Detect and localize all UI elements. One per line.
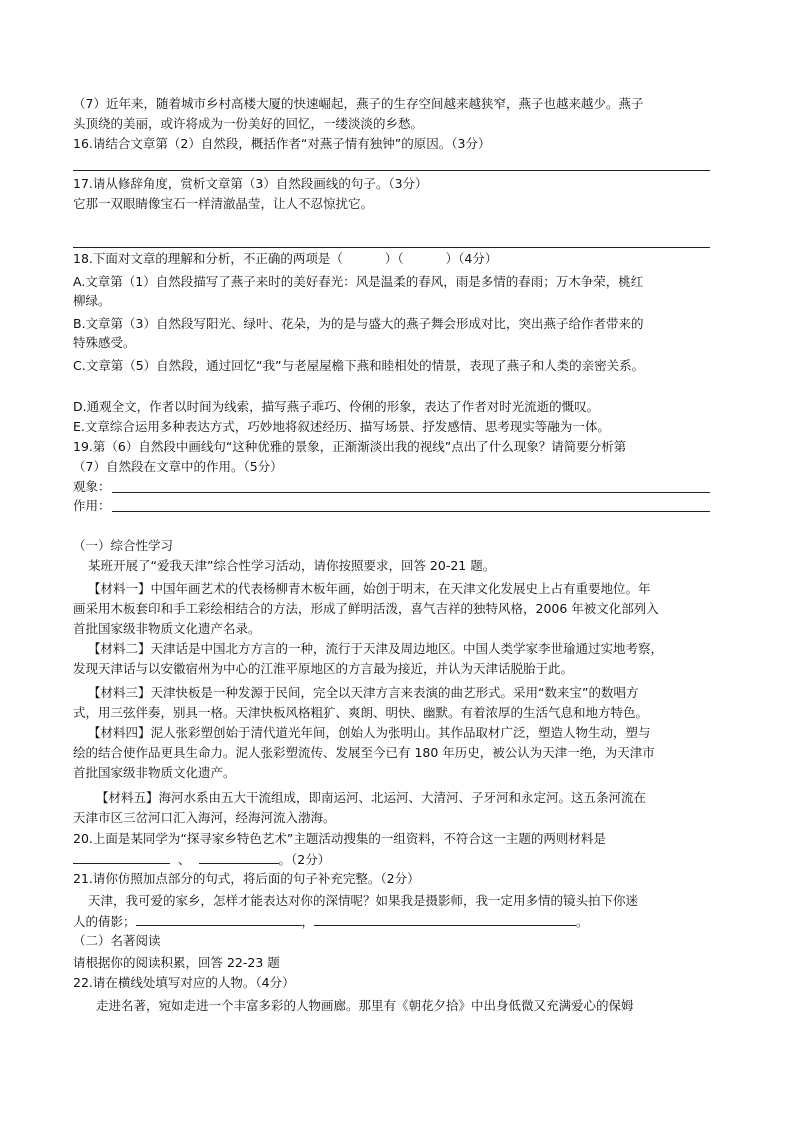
- q21-comma: ，: [301, 914, 315, 929]
- question-22-line-1: 走进名著，宛如走进一个丰富多彩的人物画廊。那里有《朝花夕拾》中出身低微又充满爱心的保姆: [96, 998, 634, 1013]
- q18-stem-prefix: 18.下面对文章的理解和分析，不正确的两项是（: [73, 251, 343, 266]
- answer-line-17[interactable]: [73, 247, 710, 248]
- question-19-line-2: （7）自然段在文章中的作用。（5分）: [73, 459, 283, 474]
- option-e: E.文章综合运用多种表达方式，巧妙地将叙述经历、描写场景、抒发感情、思考现实等融为一体。: [73, 419, 610, 434]
- paragraph-7-line-1: （7）近年来，随着城市乡村高楼大厦的快速崛起，燕子的生存空间越来越狭窄，燕子也越来越少。燕子: [73, 96, 644, 111]
- answer-line-phenomenon[interactable]: [112, 492, 710, 493]
- material-3-line-1: 【材料三】天津快板是一种发源于民间，完全以天津方言来表演的曲艺形式。采用“数来宝”的数唱方: [88, 685, 639, 700]
- option-b-line-1: B.文章第（3）自然段写阳光、绿叶、花朵，为的是与盛大的燕子舞会形成对比，突出燕子给作者带来的: [73, 316, 644, 331]
- material-2-line-1: 【材料二】天津话是中国北方方言的一种，流行于天津及周边地区。中国人类学家李世瑜通过实地考察，: [88, 641, 664, 656]
- answer-line-16[interactable]: [73, 170, 710, 171]
- material-2-line-2: 发现天津话与以安徽宿州为中心的江淮平原地区的方言最为接近，并认为天津话脱胎于此。: [73, 661, 574, 676]
- q21-blank-2[interactable]: [314, 912, 576, 926]
- material-5-line-2: 天津市区三岔河口汇入海河，经海河流入渤海。: [73, 810, 336, 825]
- option-a-line-1: A.文章第（1）自然段描写了燕子来时的美好春光：风是温柔的春风，雨是多情的春雨；万木争荣，桃红: [73, 274, 644, 289]
- material-1-line-1: 【材料一】中国年画艺术的代表杨柳青木板年画，始创于明末，在天津文化发展史上占有重要地位。年: [88, 581, 651, 596]
- question-19-line-1: 19.第（6）自然段中画线句“这种优雅的景象，正渐渐淡出我的视线”点出了什么现象？请简要分析第: [73, 439, 627, 454]
- material-1-line-3: 首批国家级非物质文化遗产名录。: [73, 621, 261, 636]
- question-22: 22.请在横线处填写对应的人物。（4分）: [73, 975, 295, 990]
- option-b-line-2: 特殊感受。: [73, 335, 136, 350]
- section-2-heading: （二）名著阅读: [73, 933, 161, 948]
- answer-line-effect[interactable]: [112, 511, 710, 512]
- question-21-line-2: [73, 912, 589, 931]
- material-4-line-3: 首批国家级非物质文化遗产。: [73, 765, 236, 780]
- q18-stem-mid: ）（: [384, 251, 404, 266]
- q21-end: 。: [576, 914, 589, 929]
- section-2-intro: 请根据你的阅读积累，回答 22-23 题: [73, 955, 280, 970]
- question-16: 16.请结合文章第（2）自然段，概括作者“对燕子情有独钟”的原因。（3分）: [73, 136, 491, 151]
- q20-score: 。（2分）: [278, 852, 331, 867]
- label-effect: 作用：: [73, 498, 111, 513]
- q21-lead: 人的倩影；: [73, 914, 136, 929]
- q21-blank-1[interactable]: [136, 912, 302, 926]
- material-4-line-1: 【材料四】泥人张彩塑创始于清代道光年间，创始人为张明山。其作品取材广泛，塑造人物生动，塑与: [88, 725, 651, 740]
- option-d: D.通观全文，作者以时间为线索，描写燕子乖巧、伶俐的形象，表达了作者对时光流逝的慨叹。: [73, 399, 600, 414]
- section-1-intro: 某班开展了“爱我天津”综合性学习活动，请你按照要求，回答 20-21 题。: [88, 558, 496, 573]
- material-5-line-1: 【材料五】海河水系由五大干流组成，即南运河、北运河、大清河、子牙河和永定河。这五条河流在: [96, 790, 647, 805]
- question-20-line-1: 20.上面是某同学为“探寻家乡特色艺术”主题活动搜集的一组资料，不符合这一主题的两则材料是: [73, 831, 606, 846]
- question-18: [73, 250, 497, 268]
- q20-blank-2[interactable]: [199, 850, 279, 864]
- section-1-heading: （一）综合性学习: [73, 538, 174, 553]
- question-17: 17.请从修辞角度，赏析文章第（3）自然段画线的句子。（3分）: [73, 176, 428, 191]
- material-4-line-2: 绘的结合使作品更具生命力。泥人张彩塑流传、发展至今已有 180 年历史，被公认为天津一绝，为天津市: [73, 745, 655, 760]
- question-17-sentence: 它那一双眼睛像宝石一样清澈晶莹，让人不忍惊扰它。: [73, 196, 374, 211]
- q20-separator: 、: [178, 852, 191, 867]
- question-21-line-1: 天津，我可爱的家乡，怎样才能表达对你的深情呢？如果我是摄影师，我一定用多情的镜头拍下你迷: [88, 893, 639, 908]
- option-a-line-2: 柳绿。: [73, 293, 111, 308]
- q20-blank-1[interactable]: [73, 850, 170, 864]
- material-1-line-2: 画采用木板套印和手工彩绘相结合的方法，形成了鲜明活泼，喜气吉祥的独特风格，2006 年被文化部列入: [73, 601, 659, 616]
- option-c: C.文章第（5）自然段，通过回忆“我”与老屋屋檐下燕和睦相处的情景，表现了燕子和人类的亲密关系。: [73, 358, 645, 373]
- q18-stem-suffix: ）（4分）: [445, 251, 498, 266]
- material-3-line-2: 式，用三弦伴奏，别具一格。天津快板风格粗犷、爽朗、明快、幽默。有着浓厚的生活气息和地方特色。: [73, 705, 649, 720]
- paragraph-7-line-2: 头顶绕的美丽，或许将成为一份美好的回忆，一缕淡淡的乡愁。: [73, 116, 424, 131]
- question-20-line-2: [73, 850, 330, 869]
- label-phenomenon: 观象：: [73, 479, 111, 494]
- question-21: 21.请你仿照加点部分的句式，将后面的句子补充完整。（2分）: [73, 871, 420, 886]
